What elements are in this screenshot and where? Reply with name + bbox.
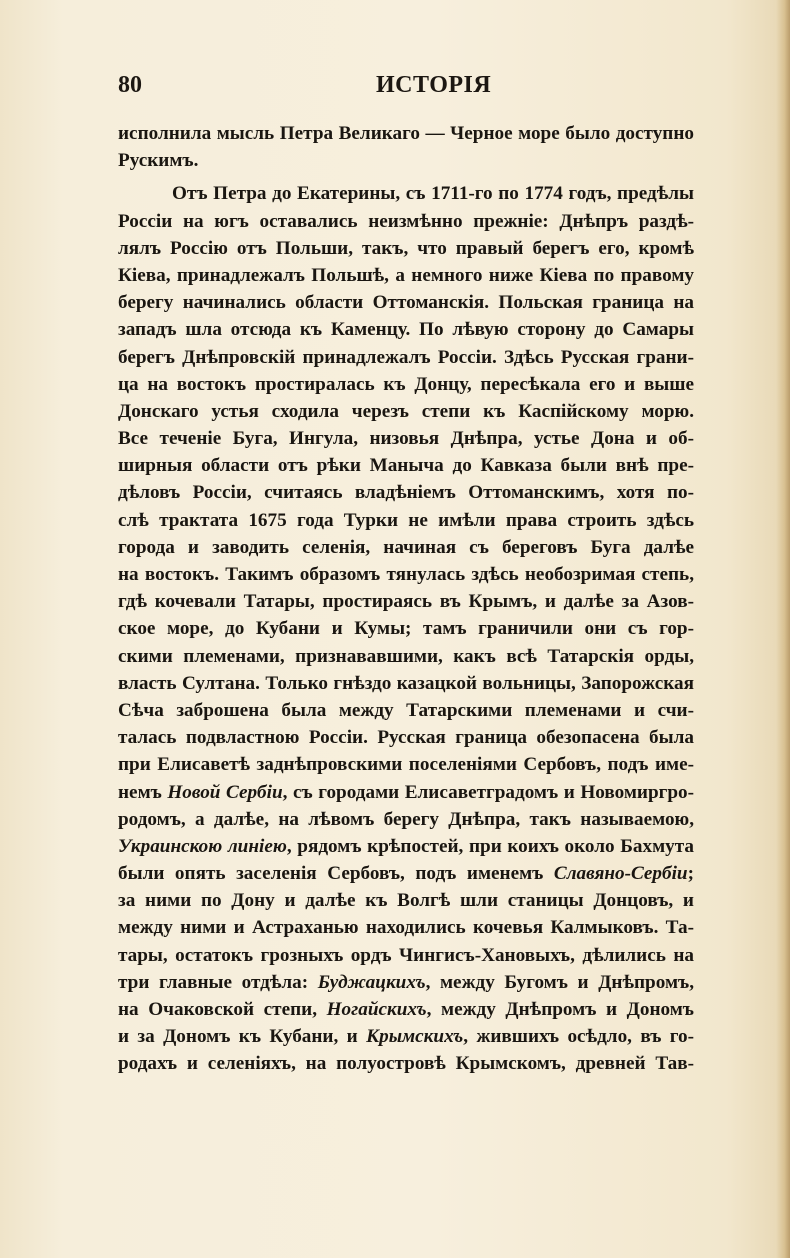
text-line: Украинскою линіею, рядомъ крѣпостей, при коихъ около Бахмута: [118, 835, 695, 857]
page-header: [118, 72, 688, 108]
text-line: при Елисаветѣ заднѣпровскими поселеніями Сербовъ, подъ име-: [118, 754, 694, 776]
text-line: дѣловъ Россіи, считаясь владѣніемъ Оттоманскимъ, хотя по-: [118, 482, 694, 504]
text-line: на востокъ. Такимъ образомъ тянулась здѣсь необозримая степь,: [118, 564, 694, 585]
text-line: ское море, до Кубани и Кумы; тамъ граничили они съ гор-: [118, 618, 694, 640]
text-line: Донскаго устья сходила черезъ степи къ Каспійскому морю.: [118, 400, 694, 422]
italic-place-name: Украинскою линіею: [118, 835, 287, 857]
text-line: исполнила мысль Петра Великаго — Черное море было доступно: [118, 123, 694, 144]
text-line: ца на востокъ простиралась къ Донцу, пересѣкала его и выше: [118, 373, 694, 395]
text-line: родахъ и селеніяхъ, на полуостровѣ Крымскомъ, древней Тав-: [118, 1053, 694, 1075]
italic-place-name: Славяно-Сербіи: [553, 863, 688, 885]
text-line: Сѣча заброшена была между Татарскими племенами и счи-: [118, 699, 694, 721]
text-line: Россіи на югъ оставались неизмѣнно прежніе: Днѣпръ раздѣ-: [118, 210, 694, 232]
text-line: Кіева, принадлежалъ Польшѣ, а немного ниже Кіева по правому: [118, 264, 694, 286]
page-edge-shadow: [776, 0, 790, 1258]
text-line: тары, остатокъ грозныхъ ордъ Чингисъ-Хановыхъ, дѣлились на: [118, 944, 694, 966]
text-line: Отъ Петра до Екатерины, съ 1711-го по 1774 годъ, предѣлы: [172, 183, 694, 205]
text-line: берегу начинались области Оттоманскія. Польская граница на: [118, 292, 694, 314]
text-line: на Очаковской степи, Ногайскихъ, между Днѣпромъ и Дономъ: [118, 999, 694, 1020]
italic-place-name: Новой Сербіи: [167, 781, 283, 803]
body-text: [118, 120, 694, 1078]
text-line: три главные отдѣла: Буджацкихъ, между Бугомъ и Днѣпромъ,: [118, 971, 694, 993]
text-line: и за Дономъ къ Кубани, и Крымскихъ, жившихъ осѣдло, въ го-: [118, 1026, 694, 1048]
text-line: западъ шла отсюда къ Каменцу. По лѣвую сторону до Самары: [118, 319, 694, 341]
running-title: ИСТОРІЯ: [376, 72, 492, 98]
italic-tribe-name: Буджацкихъ: [317, 971, 426, 993]
text-line: берегъ Днѣпровскій принадлежалъ Россіи. Здѣсь Русская грани-: [118, 346, 694, 368]
italic-tribe-name: Крымскихъ: [366, 1026, 464, 1048]
text-line: ширныя области отъ рѣки Маныча до Кавказа были внѣ пре-: [118, 455, 694, 477]
text-line: между ними и Астраханью находились кочевья Калмыковъ. Та-: [118, 917, 694, 939]
text-line: Все теченіе Буга, Ингула, низовья Днѣпра, устье Дона и об-: [118, 428, 694, 450]
text-line: скими племенами, признававшими, какъ всѣ Татарскія орды,: [118, 645, 694, 667]
text-line: были опять заселенія Сербовъ, подъ именемъ Славяно-Сербіи;: [118, 863, 694, 885]
text-line: слѣ трактата 1675 года Турки не имѣли права строить здѣсь: [118, 509, 694, 531]
text-line: Рускимъ.: [118, 150, 199, 172]
text-line: немъ Новой Сербіи, съ городами Елисаветградомъ и Новомиргро-: [118, 781, 694, 803]
text-line: лялъ Россію отъ Польши, такъ, что правый берегъ его, кромѣ: [118, 237, 694, 259]
text-line: за ними по Дону и далѣе къ Волгѣ шли станицы Донцовъ, и: [118, 890, 694, 912]
page-number: 80: [118, 72, 142, 98]
text-line: талась подвластною Россіи. Русская граница обезопасена была: [118, 727, 694, 749]
text-line: гдѣ кочевали Татары, простираясь въ Крымъ, и далѣе за Азов-: [118, 591, 694, 613]
italic-tribe-name: Ногайскихъ: [326, 999, 427, 1020]
text-line: власть Султана. Только гнѣздо казацкой вольницы, Запорожская: [118, 672, 694, 694]
text-line: города и заводить селенія, начиная съ береговъ Буга далѣе: [118, 536, 694, 558]
text-line: родомъ, а далѣе, на лѣвомъ берегу Днѣпра, такъ называемою,: [118, 808, 694, 830]
